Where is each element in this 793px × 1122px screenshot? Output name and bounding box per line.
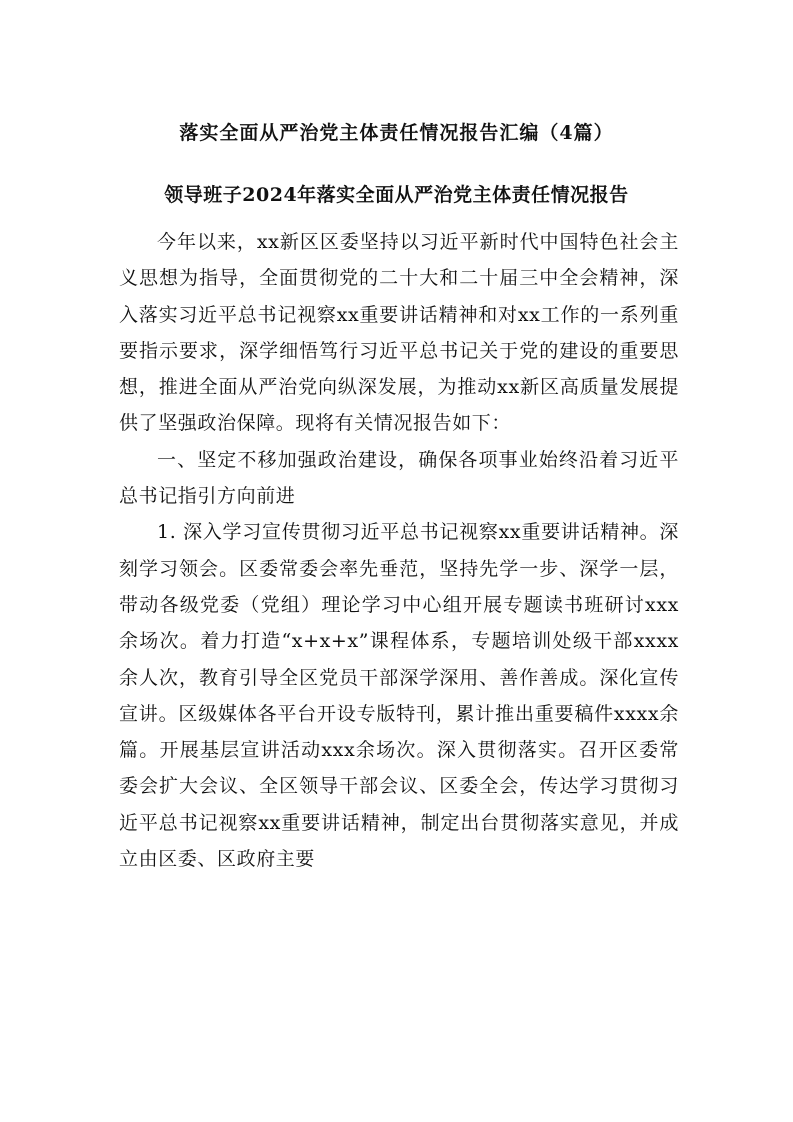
section-heading: 一、坚定不移加强政治建设，确保各项事业始终沿着习近平总书记指引方向前进 (119, 448, 679, 508)
report-body (119, 224, 679, 877)
item-paragraph: 1. 深入学习宣传贯彻习近平总书记视察xx重要讲话精神。深刻学习领会。区委常委会率先垂范，坚持先学一步、深学一层，带动各级党委（党组）理论学习中心组开展专题读书班研讨xxx余场次。着力打造“x+x+x”课程体系，专题培训处级干部xxxx余人次，教育引导全区党员干部深学深用、善作善成。深化宣传宣讲。区级媒体各平台开设专版特刊，累计推出重要稿件xxxx余篇。开展基层宣讲活动xxx余场次。深入贯彻落实。召开区委常委会扩大会议、全区领导干部会议、区委全会，传达学习贯彻习近平总书记视察xx重要讲话精神，制定出台贯彻落实意见，并成立由区委、区政府主要 (119, 521, 679, 871)
report-subtitle: 领导班子2024年落实全面从严治党主体责任情况报告 (164, 184, 629, 206)
intro-paragraph: 今年以来，xx新区区委坚持以习近平新时代中国特色社会主义思想为指导，全面贯彻党的二十大和二十届三中全会精神，深入落实习近平总书记视察xx重要讲话精神和对xx工作的一系列重要指示要求，深学细悟笃行习近平总书记关于党的建设的重要思想，推进全面从严治党向纵深发展，为推动xx新区高质量发展提供了坚强政治保障。现将有关情况报告如下： (119, 231, 679, 435)
document-title: 落实全面从严治党主体责任情况报告汇编（4篇） (179, 122, 614, 144)
